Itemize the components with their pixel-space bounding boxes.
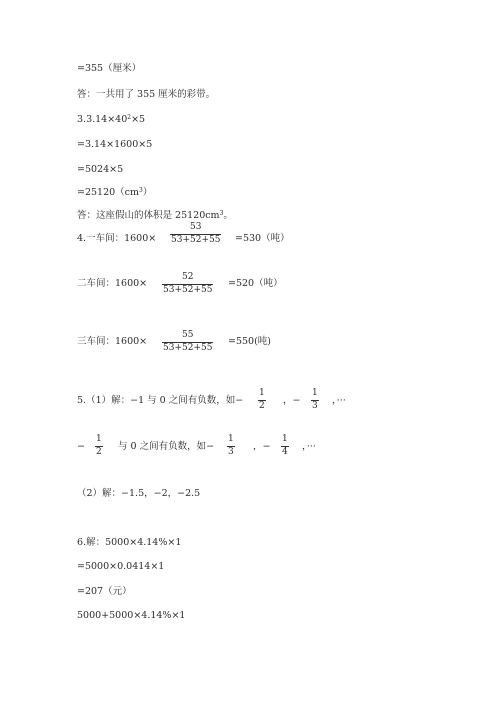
answer-volume-end: 。: [223, 210, 233, 221]
q5-line2-separator: ，−: [253, 441, 271, 452]
q3-text-end: ×5: [131, 114, 146, 125]
q4-row2-fraction: [162, 272, 213, 296]
line-answer-volume: [77, 210, 233, 222]
fraction-denominator: 53+52+55: [171, 235, 221, 245]
fraction-denominator: 3: [312, 401, 318, 411]
q3-step3-text: =25120（cm: [77, 187, 140, 198]
q4-row1-result: =530（吨）: [235, 233, 290, 244]
q4-row3-result: =550(吨): [228, 336, 272, 347]
q3-step3-exponent: 3: [139, 187, 143, 194]
fraction-numerator: 52: [182, 272, 194, 282]
q5-line1-ellipsis: ，···: [332, 395, 346, 406]
line-result-355: =355（厘米）: [77, 63, 142, 74]
q3-text: 3.3.14×40: [77, 114, 128, 125]
fraction-denominator: 53+52+55: [163, 343, 213, 353]
q5-line1-fraction-2: [311, 388, 319, 412]
q5-line2-fraction-0: [95, 434, 103, 458]
line-q3-step2: =5024×5: [77, 164, 124, 175]
q4-row3-fraction: [162, 330, 213, 354]
q6-line3: =207（元）: [77, 586, 132, 597]
q4-row1-prefix: 4.一车间：1600×: [77, 233, 157, 244]
q4-row1-fraction: [170, 222, 221, 246]
q5-line2-text: 与 0 之间有负数，如−: [118, 441, 215, 452]
q6-line1: 6.解：5000×4.14%×1: [77, 537, 182, 548]
fraction-denominator: 2: [259, 401, 265, 411]
fraction-numerator: 1: [259, 388, 265, 398]
q5-line1-fraction-1: [258, 388, 266, 412]
fraction-numerator: 1: [282, 434, 288, 444]
q5-part2: （2）解：−1.5，−2，−2.5: [77, 488, 201, 499]
q5-line2-fraction-2: [281, 434, 289, 458]
fraction-numerator: 1: [96, 434, 102, 444]
fraction-numerator: 1: [228, 434, 234, 444]
line-q3-step1: =3.14×1600×5: [77, 139, 153, 150]
fraction-denominator: 53+52+55: [163, 285, 213, 295]
fraction-denominator: 4: [282, 447, 288, 457]
q4-row3-prefix: 三车间：1600×: [77, 336, 148, 347]
fraction-numerator: 1: [312, 388, 318, 398]
q4-row2-prefix: 二车间：1600×: [77, 278, 148, 289]
q5-line2-fraction-1: [227, 434, 235, 458]
q5-line2-minus: −: [77, 441, 85, 452]
q3-step3-end: ）: [142, 187, 153, 198]
q6-line2: =5000×0.0414×1: [77, 561, 165, 572]
q5-line1-separator: ，−: [283, 395, 301, 406]
line-q3-start: [77, 114, 145, 126]
q3-exponent: 2: [127, 114, 132, 121]
q4-row2-result: =520（吨）: [228, 278, 283, 289]
answer-volume-text: 答：这座假山的体积是 25120cm: [77, 210, 220, 221]
fraction-numerator: 53: [190, 222, 202, 232]
line-q3-step3: [77, 187, 152, 199]
fraction-numerator: 55: [182, 330, 194, 340]
q5-line1-text: 5.（1）解：−1 与 0 之间有负数，如−: [77, 395, 244, 406]
fraction-denominator: 2: [96, 447, 102, 457]
fraction-denominator: 3: [228, 447, 234, 457]
line-answer-ribbon: 答：一共用了 355 厘米的彩带。: [77, 89, 216, 100]
q6-line4: 5000+5000×4.14%×1: [77, 610, 186, 621]
answer-volume-exponent: 3: [219, 210, 224, 217]
q5-line2-ellipsis: ，···: [302, 441, 316, 452]
